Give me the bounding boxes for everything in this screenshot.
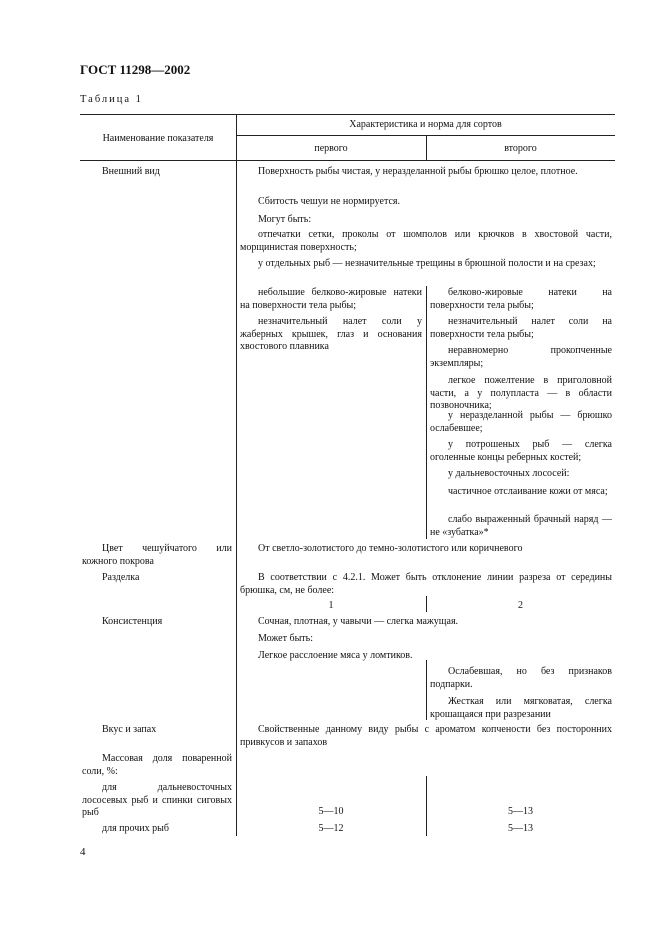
- consistency-second-2: Жесткая или мягковатая, слегка крошащаяся при разрезании: [430, 696, 612, 720]
- column-header-second: второго: [504, 143, 537, 154]
- appearance-second-7: у дальневосточных лососей:: [448, 468, 570, 479]
- row-name-consistency: Консистенция: [102, 616, 163, 627]
- appearance-text-5: у отдельных рыб — незначительные трещины в брюшной полости и на срезах;: [258, 258, 596, 269]
- appearance-second-1: белково-жировые натеки на поверхности тела рыбы;: [430, 287, 612, 311]
- appearance-second-9: слабо выраженный брачный наряд — не «зубатка»*: [430, 514, 612, 538]
- salt-row1-first: 5—10: [318, 806, 344, 817]
- column-divider-2-salt: [426, 776, 427, 836]
- cutting-first: 1: [328, 600, 334, 611]
- salt-row1-second: 5—13: [508, 806, 533, 817]
- salt-row1-name: для дальневосточных лососевых рыб и спинки сиговых рыб: [82, 782, 232, 818]
- appearance-second-4: легкое пожелтение в приголовной части, а у полупласта — в области позвоночника;: [430, 375, 612, 411]
- row-name-cutting: Разделка: [102, 572, 140, 583]
- cutting-second: 2: [518, 600, 523, 611]
- taste-value: Свойственные данному виду рыбы с ароматом копчености без посторонних привкусов и запахов: [240, 724, 612, 748]
- consistency-text-2: Может быть:: [258, 633, 313, 644]
- column-divider-2-consistency: [426, 660, 427, 720]
- column-header-indicator: Наименование показателя: [102, 133, 214, 144]
- salt-row2-first: 5—12: [318, 823, 344, 834]
- appearance-second-2: незначительный налет соли на поверхности тела рыбы;: [430, 316, 612, 340]
- column-divider-1: [236, 114, 237, 836]
- table-top-rule: [80, 114, 615, 115]
- appearance-text-3: Могут быть:: [258, 214, 312, 225]
- appearance-first-2: незначительный налет соли у жаберных крышек, глаз и основания хвостового плавника: [240, 316, 422, 352]
- document-title: ГОСТ 11298—2002: [80, 62, 191, 77]
- color-value: От светло-золотистого до темно-золотистого или коричневого: [258, 543, 523, 554]
- salt-row2-second: 5—13: [508, 823, 533, 834]
- row-name-appearance: Внешний вид: [102, 166, 160, 177]
- appearance-text-4: отпечатки сетки, проколы от шомполов или крючков в хвостовой части, морщинистая поверхность;: [240, 229, 612, 253]
- cutting-value: В соответствии с 4.2.1. Может быть отклонение линии разреза от середины брюшка, см, не более:: [240, 572, 612, 596]
- appearance-second-5: у неразделанной рыбы — брюшко ослабевшее;: [430, 410, 612, 434]
- header-bottom-rule: [80, 160, 615, 161]
- page-number: 4: [80, 846, 86, 858]
- appearance-second-6: у потрошеных рыб — слегка оголенные концы реберных костей;: [430, 439, 612, 463]
- row-name-taste: Вкус и запах: [102, 724, 157, 735]
- column-divider-2-header: [426, 135, 427, 160]
- column-header-first: первого: [314, 143, 348, 154]
- appearance-second-8: частичное отслаивание кожи от мяса;: [448, 486, 608, 497]
- row-name-color: Цвет чешуйчатого или кожного покрова: [82, 543, 232, 567]
- column-divider-2-cutting: [426, 596, 427, 612]
- column-header-characteristic: Характеристика и норма для сортов: [349, 119, 502, 130]
- appearance-first-1: небольшие белково-жировые натеки на поверхности тела рыбы;: [240, 287, 422, 311]
- appearance-text-2: Сбитость чешуи не нормируется.: [258, 196, 400, 207]
- appearance-second-3: неравномерно прокопченные экземпляры;: [430, 345, 612, 369]
- row-name-salt: Массовая доля поваренной соли, %:: [82, 753, 232, 777]
- column-divider-2-appearance: [426, 286, 427, 539]
- consistency-text-3: Легкое расслоение мяса у ломтиков.: [258, 650, 413, 661]
- consistency-second-1: Ослабевшая, но без признаков подпарки.: [430, 666, 612, 690]
- salt-row2-name: для прочих рыб: [102, 823, 169, 834]
- table-label: Таблица 1: [80, 94, 143, 105]
- appearance-text-1a: Поверхность рыбы чистая, у неразделанной рыбы брюшко целое, плотное.: [258, 166, 578, 177]
- consistency-text-1: Сочная, плотная, у чавычи — слегка мажущая.: [258, 616, 459, 627]
